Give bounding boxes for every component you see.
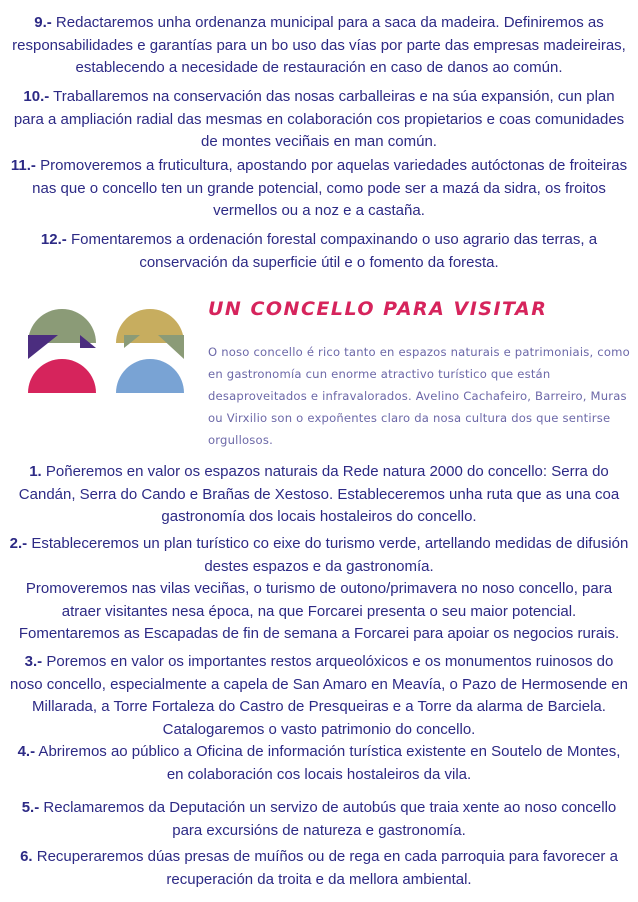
decorative-logo: [18, 293, 198, 401]
section-title: UN CONCELLO PARA VISITAR: [208, 298, 548, 320]
list-item-4: [8, 741, 630, 786]
item-number: 12.-: [40, 231, 67, 248]
blue-half-circle: [116, 359, 184, 393]
item-number: 6.: [20, 848, 33, 865]
item-number: 1.: [29, 463, 42, 480]
item-number: 11.-: [10, 157, 36, 174]
item-text: Promoveremos a fruticultura, apostando por aquelas variedades autóctonas de froiteiras nas que o concello ten un grande potencial, como pode ser a mazá da sidra, os froitos vermellos ou a noz e a castaña.: [32, 157, 628, 219]
item-paragraph: Fomentaremos as Escapadas de fin de semana a Forcarei para apoiar os negocios rurais.: [18, 625, 620, 642]
pink-half-circle: [28, 359, 96, 393]
item-text: Estableceremos un plan turístico co eixe do turismo verde, artellando medidas de difusión destes espazos e da gastronomía.: [27, 535, 629, 575]
list-item-3: [8, 651, 630, 741]
item-number: 3.-: [24, 653, 43, 670]
item-text: Traballaremos na conservación das nosas carballeiras e na súa expansión, cun plan para a ampliación radial das mesmas en colaboración cos propietarios e coas comunidades de montes veciñais en man común.: [13, 88, 625, 150]
item-number: 2.-: [9, 535, 28, 552]
item-text: Fomentaremos a ordenación forestal compaxinando o uso agrario das terras, a conservación da superficie útil e o fomento da foresta.: [66, 231, 598, 271]
item-text: Abriremos ao público a Oficina de información turística existente en Soutelo de Montes, en colaboración cos locais hostaleiros da vila.: [35, 743, 621, 783]
item-text: Reclamaremos da Deputación un servizo de autobús que traia xente ao noso concello para excursións de natureza e gastronomía.: [39, 799, 617, 839]
item-number: 9.-: [34, 14, 52, 31]
item-text: Poñeremos en valor os espazos naturais da Rede natura 2000 do concello: Serra do Candán, Serra do Cando e Brañas de Xestoso. Estableceremos unha ruta que as una coa gastronomía dos locais hostaleiros do concello.: [18, 463, 620, 525]
list-item-11: [8, 155, 630, 223]
list-item-5: [8, 797, 630, 842]
item-paragraph: Promoveremos nas vilas veciñas, o turismo de outono/primavera no noso concello, para atraer visitantes nesa época, na que Forcarei presenta o seu maior potencial.: [25, 580, 613, 620]
list-item-2: [8, 533, 630, 646]
item-text: Recuperaremos dúas presas de muíños ou de rega en cada parroquia para favorecer a recuperación da troita e da mellora ambiental.: [32, 848, 618, 888]
item-number: 4.-: [17, 743, 36, 760]
item-text: Redactaremos unha ordenanza municipal para a saca da madeira. Definiremos as responsabilidades e garantías para un bo uso das vías por parte das empresas madeireiras, establecendo a necesidade de restauración en caso de danos ao común.: [12, 14, 626, 76]
list-item-6: [8, 846, 630, 891]
item-paragraph: [8, 533, 630, 578]
list-item-10: [8, 86, 630, 154]
item-number: 5.-: [21, 799, 40, 816]
list-item-1: [8, 461, 630, 529]
list-item-9: [8, 12, 630, 80]
list-item-12: [8, 229, 630, 274]
section-intro: O noso concello é rico tanto en espazos naturais e patrimoniais, como en gastronomía cun enorme atractivo turístico que están desaproveitados e infravalorados. Avelino Cachafeiro, Barreiro, Muras ou Virxilio son o expoñentes claro da nosa cultura dos que sentirse orgullosos.: [208, 345, 630, 447]
item-number: 10.-: [23, 88, 50, 105]
item-text: Poremos en valor os importantes restos arqueolóxicos e os monumentos ruinosos do noso concello, especialmente a capela de San Amaro en Meavía, o Pazo de Hermosende en Millarada, a Torre Fortaleza do Castro de Presqueiras e a Torre da alarma de Barciela. Catalogaremos o vasto patrimonio do concello.: [10, 653, 628, 738]
